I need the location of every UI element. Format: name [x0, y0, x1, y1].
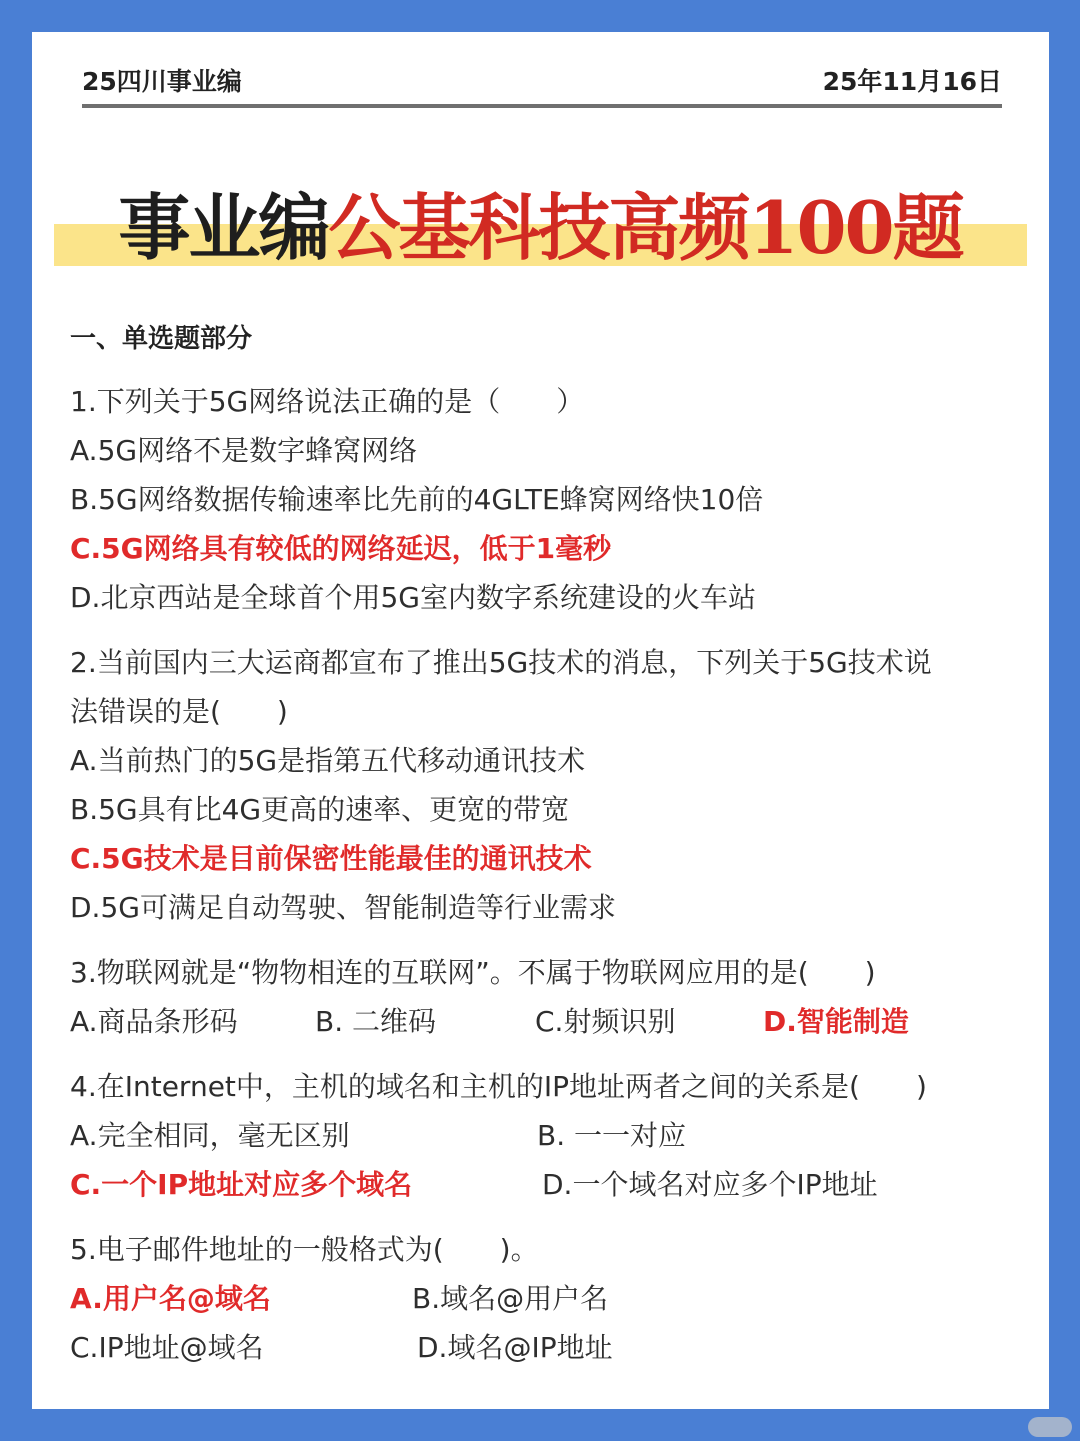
option-a: A.商品条形码: [70, 1005, 238, 1038]
question-stem: 1.下列关于5G网络说法正确的是（ ）: [70, 385, 585, 418]
options-row: [70, 1111, 1020, 1160]
options-row: [70, 1274, 1020, 1323]
question-stem: 5.电子邮件地址的一般格式为( )。: [70, 1233, 539, 1266]
content-card: [32, 32, 1049, 1409]
question-4: [70, 1062, 1020, 1209]
option-d: D.北京西站是全球首个用5G室内数字系统建设的火车站: [70, 581, 756, 614]
section-heading: 一、单选题部分: [70, 324, 253, 354]
question-stem: 4.在Internet中，主机的域名和主机的IP地址两者之间的关系是( ): [70, 1070, 927, 1103]
options-row: [70, 1160, 1020, 1209]
option-c-answer: C.一个IP地址对应多个域名: [70, 1168, 413, 1201]
option-c: C.射频识别: [535, 1005, 676, 1038]
option-d: D.一个域名对应多个IP地址: [542, 1168, 878, 1201]
title-part-dark: 事业编: [118, 185, 329, 270]
option-b: B.域名@用户名: [412, 1282, 609, 1315]
question-stem: 2.当前国内三大运商都宣布了推出5G技术的消息，下列关于5G技术说: [70, 646, 932, 679]
option-b: B. 二维码: [315, 1005, 437, 1038]
header-date: 25年11月16日: [822, 67, 1002, 96]
option-a-answer: A.用户名@域名: [70, 1282, 271, 1315]
question-2: [70, 638, 1020, 932]
question-3: [70, 948, 1020, 1046]
option-b: B.5G具有比4G更高的速率、更宽的带宽: [70, 793, 570, 826]
header-source: 25四川事业编: [82, 67, 242, 96]
title-part-red: 公基科技高频100题: [328, 185, 963, 270]
options-row: [70, 997, 1020, 1046]
option-d: D.5G可满足自动驾驶、智能制造等行业需求: [70, 891, 616, 924]
option-a: A.完全相同，毫无区别: [70, 1119, 350, 1152]
question-list: [70, 377, 1020, 1388]
options-row: [70, 1323, 1020, 1372]
question-5: [70, 1225, 1020, 1372]
option-a: A.5G网络不是数字蜂窝网络: [70, 434, 418, 467]
option-b: B. 一一对应: [537, 1119, 687, 1152]
option-d: D.域名@IP地址: [417, 1331, 613, 1364]
watermark-badge: [1028, 1417, 1072, 1437]
option-d-answer: D.智能制造: [763, 1005, 909, 1038]
question-stem-cont: 法错误的是( ): [70, 695, 288, 728]
option-c: C.IP地址@域名: [70, 1331, 264, 1364]
option-b: B.5G网络数据传输速率比先前的4GLTE蜂窝网络快10倍: [70, 483, 764, 516]
page-title: [32, 170, 1049, 274]
header-bar: [82, 62, 1002, 108]
question-stem: 3.物联网就是“物物相连的互联网”。不属于物联网应用的是( ): [70, 956, 876, 989]
option-a: A.当前热门的5G是指第五代移动通讯技术: [70, 744, 586, 777]
question-1: [70, 377, 1020, 622]
option-c-answer: C.5G网络具有较低的网络延迟，低于1毫秒: [70, 532, 612, 565]
option-c-answer: C.5G技术是目前保密性能最佳的通讯技术: [70, 842, 592, 875]
